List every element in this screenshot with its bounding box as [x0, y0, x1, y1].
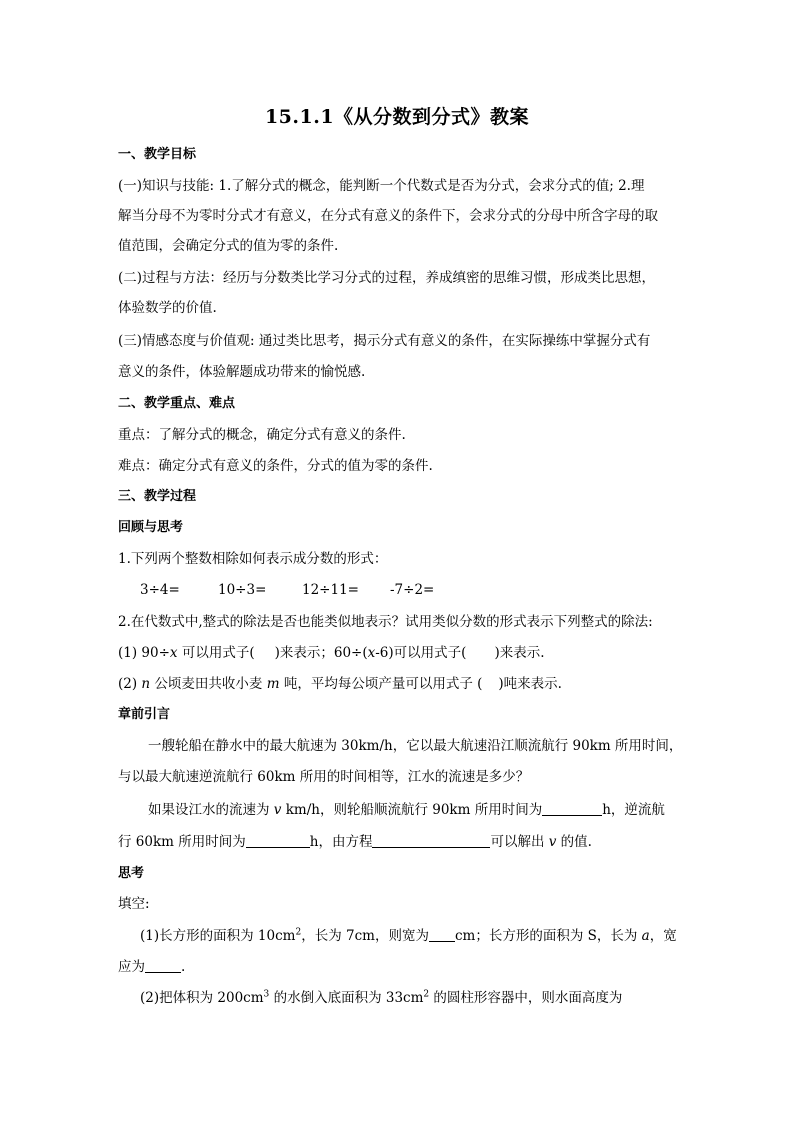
q2a-text: )来表示；60÷(	[274, 645, 368, 661]
q2a-text: -6)可以用式子(	[375, 645, 467, 661]
objective-line-7: 意义的条件，体验解题成功带来的愉悦感.	[118, 364, 366, 380]
fill-text: cm；长方形的面积为 S，长为	[454, 928, 642, 944]
intro-text: h，由方程	[309, 834, 373, 850]
document-title: 15.1.1《从分数到分式》教案	[264, 106, 530, 128]
fill-question-1-line-1	[140, 926, 677, 946]
question-2: 2.在代数式中,整式的除法是否也能类似地表示？试用类似分数的形式表示下列整式的除法:	[118, 614, 653, 630]
fill-text: .	[181, 959, 186, 975]
subheading-think: 思考	[118, 866, 145, 881]
q2a-text: (1) 90÷	[118, 645, 170, 661]
subheading-review: 回顾与思考	[118, 520, 184, 535]
intro-text: 可以解出	[490, 834, 549, 850]
fill-text: 应为	[118, 959, 145, 975]
objective-line-4: (二)过程与方法：经历与分数类比学习分式的过程，养成缜密的思维习惯，形成类比思想，	[118, 270, 656, 286]
question-1-item: 3÷4=	[140, 582, 180, 598]
intro-text: h，逆流航	[602, 802, 665, 818]
section-heading-objectives: 一、教学目标	[118, 147, 197, 162]
intro-paragraph-line-2: 与以最大航速逆流航行 60km 所用的时间相等，江水的流速是多少？	[118, 769, 530, 785]
intro-question-line-2	[118, 832, 592, 852]
answer-blank[interactable]	[246, 833, 310, 848]
answer-blank[interactable]	[145, 958, 181, 973]
variable-m: m	[266, 676, 280, 692]
variable-n: n	[141, 676, 151, 692]
variable-x: x	[169, 645, 178, 661]
fill-text: 的水倒入底面积为 33cm	[269, 990, 424, 1006]
fill-text: (2)把体积为 200cm	[140, 990, 264, 1006]
superscript: 2	[423, 989, 430, 1000]
difficulty-line: 难点：确定分式有意义的条件，分式的值为零的条件.	[118, 458, 433, 474]
q2b-text: )吨来表示.	[498, 676, 562, 692]
intro-text: 的值.	[556, 834, 592, 850]
question-2-part-1	[118, 643, 545, 663]
fill-question-1-line-2	[118, 957, 185, 977]
equation-blank[interactable]	[372, 833, 490, 848]
question-1-item: 10÷3=	[218, 582, 267, 598]
question-1-item: -7÷2=	[390, 582, 435, 598]
variable-v: v	[548, 834, 557, 850]
key-point-line: 重点：了解分式的概念，确定分式有意义的条件.	[118, 427, 406, 443]
answer-blank[interactable]	[429, 927, 455, 942]
variable-a: a	[641, 928, 650, 944]
fill-text: ，宽	[649, 928, 677, 944]
superscript: 2	[295, 927, 302, 938]
objective-line-3: 值范围，会确定分式的值为零的条件.	[118, 238, 339, 254]
q2a-text: 可以用式子(	[177, 645, 255, 661]
intro-question-line-1	[148, 800, 665, 820]
question-2-part-2	[118, 674, 562, 694]
answer-blank[interactable]	[542, 801, 602, 816]
objective-line-6: (三)情感态度与价值观: 通过类比思考，揭示分式有意义的条件，在实际操练中掌握分式有	[118, 333, 651, 349]
variable-v: v	[273, 802, 282, 818]
objective-line-5: 体验数学的价值.	[118, 300, 217, 316]
variable-x: x	[367, 645, 376, 661]
q2b-text: (2)	[118, 676, 142, 692]
question-1-item: 12÷11=	[302, 582, 359, 598]
fill-in-label: 填空:	[118, 896, 150, 912]
fill-text: (1)长方形的面积为 10cm	[140, 928, 296, 944]
section-heading-process: 三、教学过程	[118, 489, 197, 504]
subheading-introduction: 章前引言	[118, 707, 171, 722]
fill-text: ，长为 7cm，则宽为	[301, 928, 429, 944]
question-1-items	[140, 580, 434, 600]
objective-line-1: (一)知识与技能: 1.了解分式的概念，能判断一个代数式是否为分式，会求分式的值; 2.理	[118, 178, 645, 194]
objective-line-2: 解当分母不为零时分式才有意义，在分式有意义的条件下，会求分式的分母中所含字母的取	[118, 208, 658, 224]
q2b-text: 吨，平均每公顷产量可以用式子 (	[279, 676, 483, 692]
question-1: 1.下列两个整数相除如何表示成分数的形式：	[118, 551, 388, 567]
fill-text: 的圆柱形容器中，则水面高度为	[429, 990, 623, 1006]
fill-question-2-line-1	[140, 988, 622, 1008]
superscript: 3	[263, 989, 270, 1000]
q2a-text: )来表示.	[494, 645, 545, 661]
section-heading-key-points: 二、教学重点、难点	[118, 396, 236, 411]
intro-text: 如果设江水的流速为	[148, 802, 274, 818]
intro-text: km/h，则轮船顺流航行 90km 所用时间为	[281, 802, 543, 818]
intro-text: 行 60km 所用时间为	[118, 834, 246, 850]
q2b-text: 公顷麦田共收小麦	[150, 676, 267, 692]
intro-paragraph-line-1: 一艘轮船在静水中的最大航速为 30km/h，它以最大航速沿江顺流航行 90km 所用时间，	[148, 738, 683, 754]
